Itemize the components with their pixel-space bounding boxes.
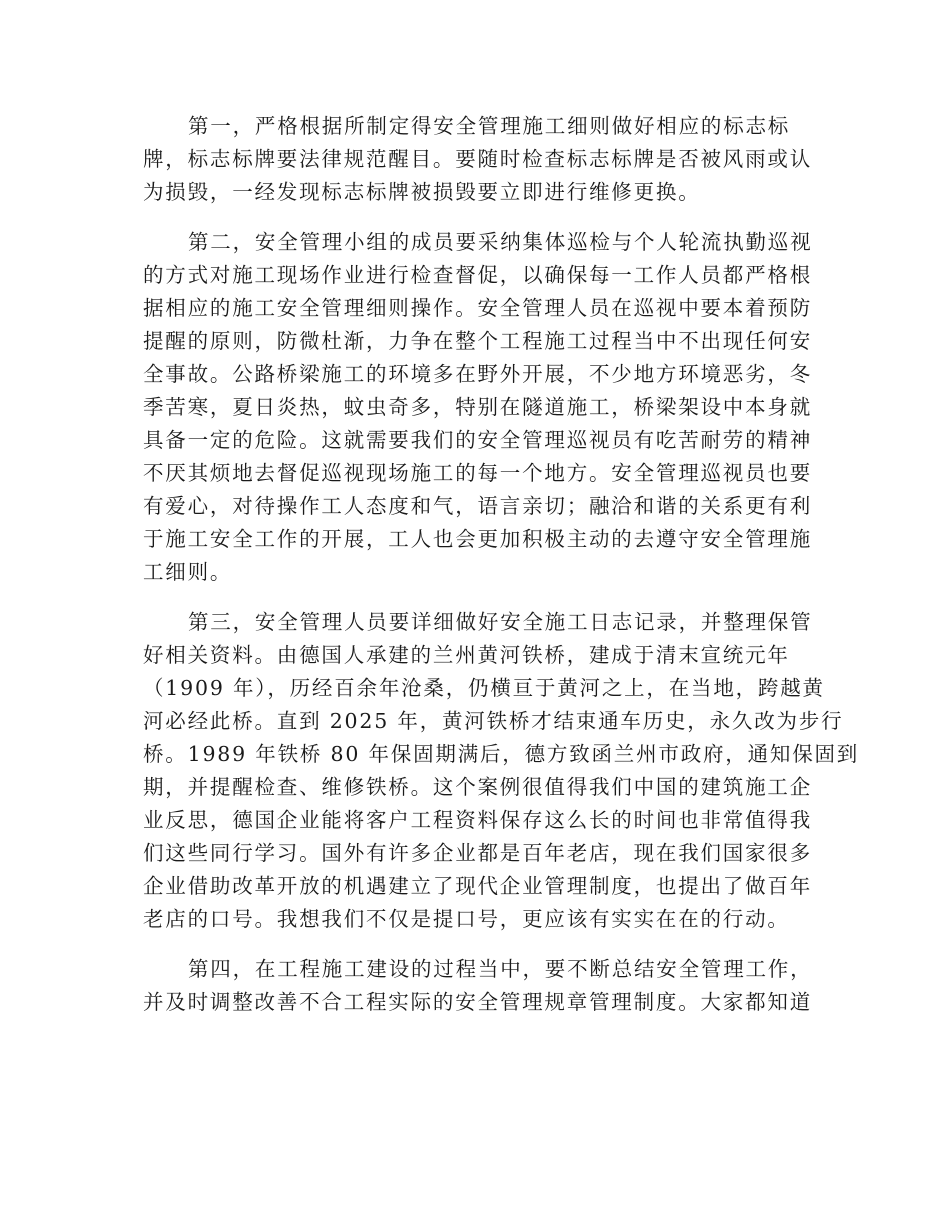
text-line: 第二，安全管理小组的成员要采纳集体巡检与个人轮流执勤巡视 (188, 230, 813, 254)
text-line: 老店的口号。我想我们不仅是提口号，更应该有实实在在的行动。 (143, 907, 790, 931)
text-line: 不厌其烦地去督促巡视现场施工的每一个地方。安全管理巡视员也要 (143, 461, 812, 485)
text-line: 第三，安全管理人员要详细做好安全施工日志记录，并整理保管 (188, 610, 813, 634)
text-line: （1909 年），历经百余年沧桑，仍横亘于黄河之上，在当地，跨越黄 (143, 676, 825, 700)
text-line: 工细则。 (143, 560, 233, 584)
text-line: 季苦寒，夏日炎热，蚊虫奇多，特别在隧道施工，桥梁架设中本身就 (143, 395, 812, 419)
text-line: 全事故。公路桥梁施工的环境多在野外开展，不少地方环境恶劣，冬 (143, 362, 812, 386)
paragraph-1 (143, 110, 812, 209)
text-line: 好相关资料。由德国人承建的兰州黄河铁桥，建成于清末宣统元年 (143, 643, 790, 667)
paragraph-4 (143, 953, 813, 1019)
text-line: 具备一定的危险。这就需要我们的安全管理巡视员有吃苦耐劳的精神 (143, 428, 812, 452)
text-line: 于施工安全工作的开展，工人也会更加积极主动的去遵守安全管理施 (143, 527, 812, 551)
text-line: 第四，在工程施工建设的过程当中，要不断总结安全管理工作， (188, 957, 813, 981)
text-line: 据相应的施工安全管理细则操作。安全管理人员在巡视中要本着预防 (143, 296, 812, 320)
text-line: 为损毁，一经发现标志标牌被损毁要立即进行维修更换。 (143, 180, 701, 204)
text-line: 有爱心，对待操作工人态度和气，语言亲切；融洽和谐的关系更有利 (143, 494, 812, 518)
text-line: 第一，严格根据所制定得安全管理施工细则做好相应的标志标 (188, 114, 791, 138)
text-line: 提醒的原则，防微杜渐，力争在整个工程施工过程当中不出现任何安 (143, 329, 812, 353)
text-line: 桥。1989 年铁桥 80 年保固期满后，德方致函兰州市政府，通知保固到 (143, 742, 860, 766)
text-line: 的方式对施工现场作业进行检查督促，以确保每一工作人员都严格根 (143, 263, 812, 287)
paragraph-2 (143, 226, 813, 589)
text-line: 们这些同行学习。国外有许多企业都是百年老店，现在我们国家很多 (143, 841, 812, 865)
paragraph-3 (143, 606, 860, 936)
text-line: 并及时调整改善不合工程实际的安全管理规章管理制度。大家都知道 (143, 990, 812, 1014)
text-line: 河必经此桥。直到 2025 年，黄河铁桥才结束通车历史，永久改为步行 (143, 709, 844, 733)
text-line: 企业借助改革开放的机遇建立了现代企业管理制度，也提出了做百年 (143, 874, 812, 898)
document-page (143, 110, 860, 1019)
text-line: 业反思，德国企业能将客户工程资料保存这么长的时间也非常值得我 (143, 808, 812, 832)
text-line: 期，并提醒检查、维修铁桥。这个案例很值得我们中国的建筑施工企 (143, 775, 812, 799)
text-line: 牌，标志标牌要法律规范醒目。要随时检查标志标牌是否被风雨或认 (143, 147, 812, 171)
